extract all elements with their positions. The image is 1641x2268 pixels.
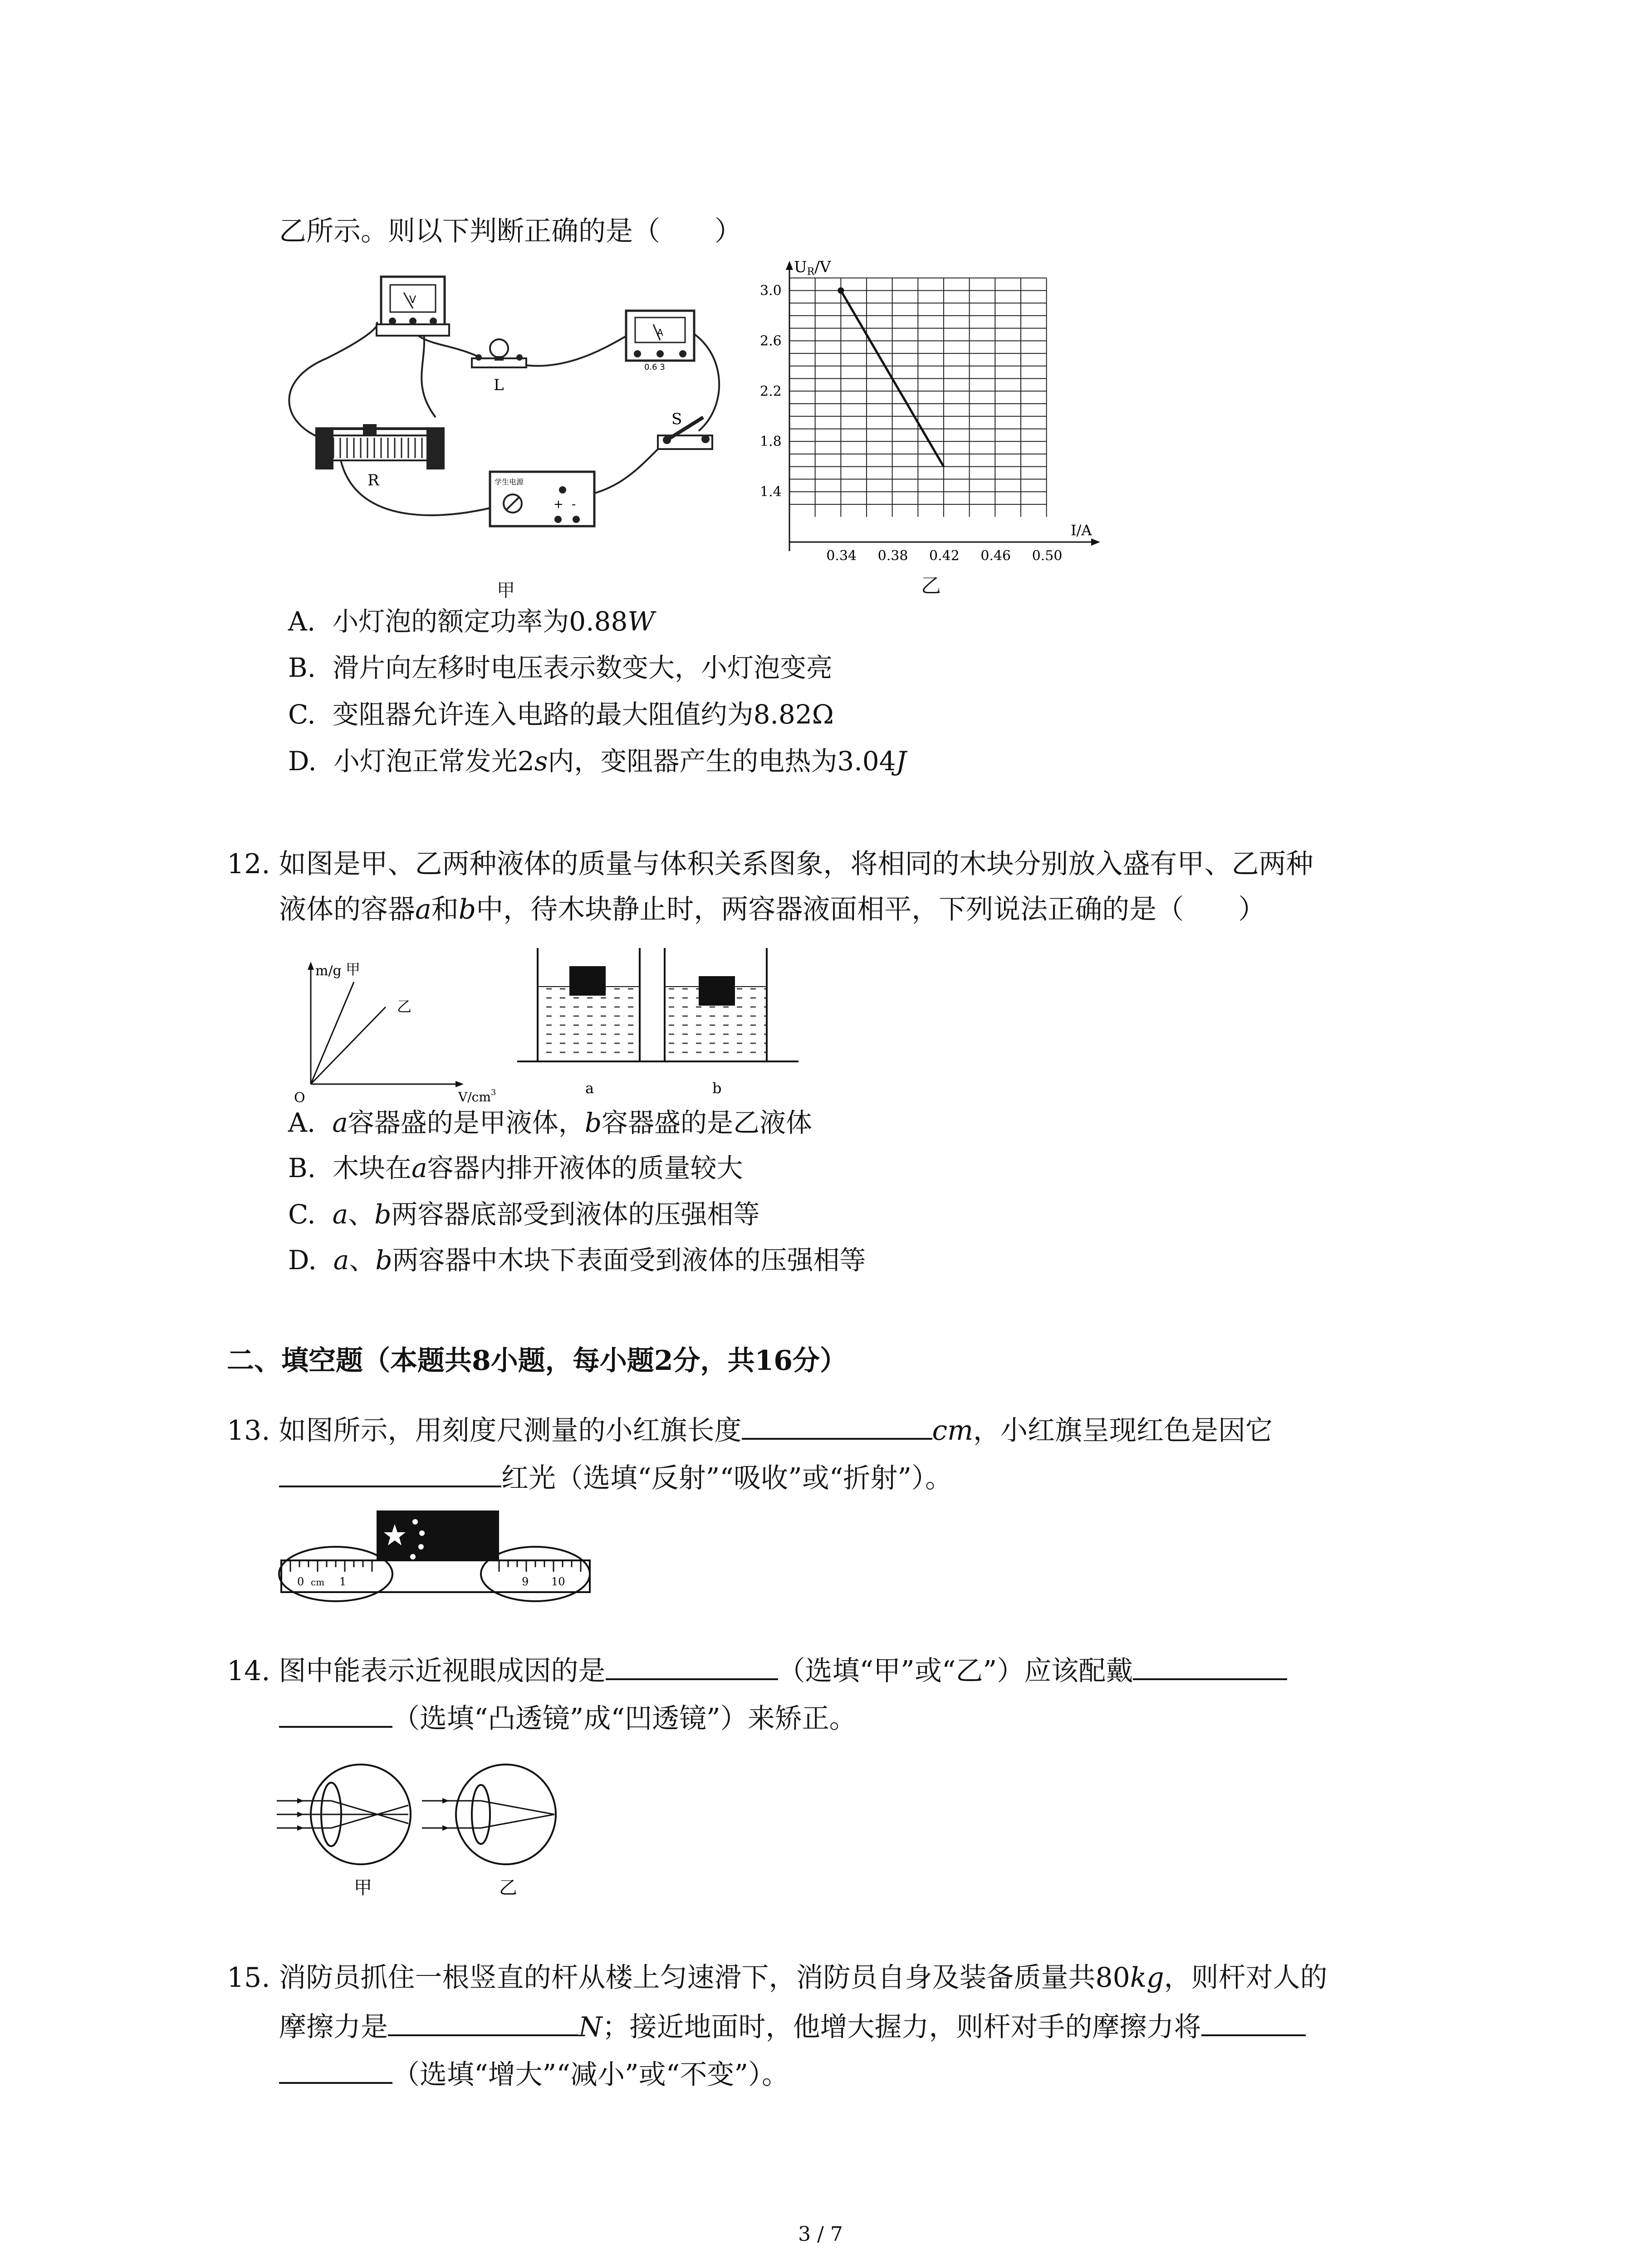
q14-blank-2b: [279, 1699, 392, 1728]
container-a-label: a: [585, 1080, 594, 1097]
graph-line1-label: 甲: [346, 961, 361, 978]
x-tick-label: 0.46: [980, 548, 1011, 560]
line-jia: [311, 982, 354, 1084]
q11-option-a: A. 小灯泡的额定功率为0.88W: [288, 606, 655, 637]
q11-option-d: D. 小灯泡正常发光2s内，变阻器产生的电热为3.04J: [288, 746, 906, 777]
graph-y-label: m/g: [315, 963, 342, 979]
q15-blank-2a: [1201, 2007, 1306, 2036]
eye-yi: [422, 1765, 556, 1864]
y-axis-label: UR/V: [794, 258, 831, 278]
q13-line2: 红光（选填“反射”“吸收”或“折射”）。: [279, 1458, 952, 1496]
graph-origin: O: [294, 1090, 305, 1106]
y-tick-label: 2.2: [760, 383, 782, 400]
fig-yi-label: 乙: [921, 574, 941, 597]
q12-line1: 12. 如图是甲、乙两种液体的质量与体积关系图象，将相同的木块分别放入盛有甲、乙两种: [227, 848, 1313, 880]
wood-block-b: [699, 976, 735, 1006]
ruler-label-1: 1: [339, 1575, 347, 1588]
q12-option-a: A. a容器盛的是甲液体，b容器盛的是乙液体: [288, 1107, 812, 1138]
containers-figure: [517, 939, 798, 1111]
mass-volume-graph: [290, 957, 499, 1111]
q14-blank-1: [606, 1651, 778, 1680]
y-tick-label: 2.6: [760, 333, 782, 349]
eye-diagrams: [277, 1755, 594, 1905]
rheostat-label: R: [367, 471, 379, 489]
graph-line2-label: 乙: [397, 998, 412, 1015]
power-label: 学生电源: [495, 478, 524, 486]
graph-x-label: $V/cm^3$: [458, 1088, 496, 1105]
q15-line3: （选填“增大”“减小”或“不变”）。: [279, 2055, 789, 2093]
q14-line2: （选填“凸透镜”成“凹透镜”）来矫正。: [279, 1699, 857, 1737]
q15-line1: 15. 消防员抓住一根竖直的杆从楼上匀速滑下，消防员自身及装备质量共80kg，则杆对人的: [227, 1962, 1327, 1994]
q14-blank-2a: [1133, 1651, 1287, 1680]
ruler: [281, 1560, 590, 1592]
ruler-label-0: 0: [297, 1575, 304, 1588]
line-yi: [311, 1007, 386, 1084]
ruler-label-9: 9: [522, 1575, 529, 1588]
switch-label: S: [671, 410, 682, 428]
svg-text:+: +: [554, 498, 563, 511]
x-tick-label: 0.42: [929, 548, 960, 560]
ammeter-scale: 0.6 3: [644, 362, 665, 372]
x-axis-label: I/A: [1071, 522, 1092, 539]
q12-option-b: B. 木块在a容器内排开液体的质量较大: [288, 1153, 743, 1183]
q11-option-b: B. 滑片向左移时电压表示数变大，小灯泡变亮: [288, 652, 833, 683]
voltmeter-icon: [377, 277, 449, 336]
y-tick-label: 1.8: [760, 434, 782, 450]
y-axis-arrow: [786, 261, 793, 270]
wood-block-a: [569, 966, 606, 996]
svg-text:-: -: [572, 498, 576, 511]
ruler-label-cm: cm: [311, 1577, 325, 1588]
ammeter-label: A: [657, 327, 663, 338]
q13-blank-1: [742, 1411, 932, 1440]
q12-option-c: C. a、b两容器底部受到液体的压强相等: [288, 1199, 760, 1230]
rheostat-icon: [315, 424, 445, 469]
q11-option-c: C. 变阻器允许连入电路的最大阻值约为8.82Ω: [288, 699, 834, 730]
eye-yi-label: 乙: [499, 1877, 517, 1898]
q15-blank-2b: [279, 2055, 392, 2084]
y-tick-label: 3.0: [760, 283, 782, 299]
y-tick-label: 1.4: [760, 484, 782, 500]
q15-blank-1: [388, 2007, 578, 2036]
q12-option-d: D. a、b两容器中木块下表面受到液体的压强相等: [288, 1245, 866, 1276]
voltmeter-label: V: [409, 294, 416, 306]
switch-icon: [658, 417, 712, 449]
container-a: [538, 948, 640, 1061]
eye-jia-label: 甲: [354, 1877, 372, 1898]
lamp-icon: [472, 339, 526, 367]
ur-i-chart: [735, 252, 1121, 560]
x-tick-label: 0.50: [1032, 548, 1063, 560]
container-b: [665, 948, 767, 1061]
x-tick-label: 0.38: [877, 548, 908, 560]
fig-jia-label: 甲: [497, 580, 515, 601]
x-axis-arrow: [1091, 538, 1100, 546]
q11-stem-tail: 乙所示。则以下判断正确的是（ ）: [279, 215, 742, 247]
q13-line1: 13. 如图所示，用刻度尺测量的小红旗长度 cm，小红旗呈现红色是因它: [227, 1411, 1273, 1449]
section-2-title: 二、填空题（本题共8小题，每小题2分，共16分）: [227, 1345, 847, 1377]
q15-line2: 摩擦力是 N；接近地面时，他增大握力，则杆对手的摩擦力将: [279, 2007, 1306, 2045]
q12-line2: 液体的容器a和b中，待木块静止时，两容器液面相平，下列说法正确的是（ ）: [279, 894, 1266, 925]
x-tick-label: 0.34: [826, 548, 857, 560]
flag-ruler-figure: [277, 1506, 594, 1610]
series-point: [838, 287, 844, 293]
eye-jia: [277, 1765, 411, 1864]
q14-line1: 14. 图中能表示近视眼成因的是 （选填“甲”或“乙”）应该配戴: [227, 1651, 1287, 1689]
q13-blank-2: [279, 1458, 501, 1487]
container-b-label: b: [712, 1080, 722, 1097]
page-number: 3 / 7: [798, 2223, 843, 2246]
ruler-label-10: 10: [551, 1575, 565, 1588]
circuit-figure: [272, 268, 740, 585]
lamp-label: L: [494, 376, 504, 394]
